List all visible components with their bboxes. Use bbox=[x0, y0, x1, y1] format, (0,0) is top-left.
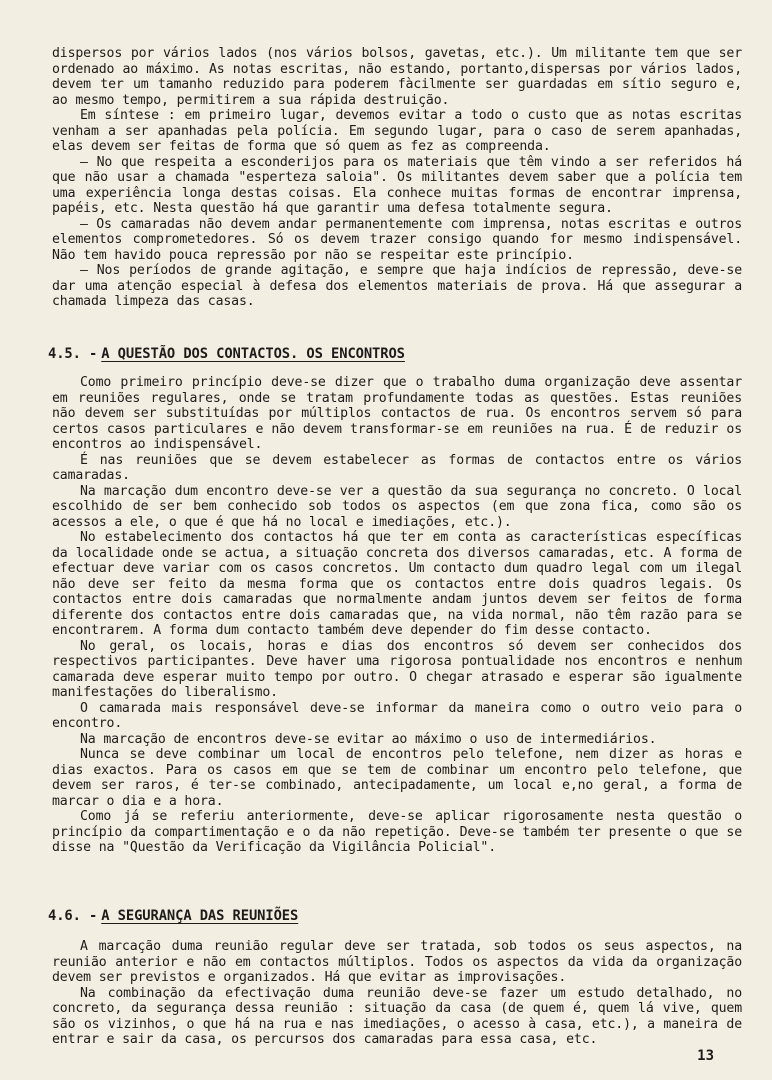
paragraph: Em síntese : em primeiro lugar, devemos evitar a todo o custo que as notas escritas venham a ser apanhadas pela polícia. Em segundo lugar, para o caso de serem apanhadas, elas devem ser feitas de forma que só quem as fez as compreenda. bbox=[52, 108, 742, 154]
section-heading-4-6 bbox=[48, 908, 298, 924]
paragraph: No estabelecimento dos contactos há que ter em conta as características específicas da localidade onde se actua, a situação concreta dos diversos camaradas, etc. A forma de efectuar deve variar com os casos concretos. Um contacto dum quadro legal com um ilegal não deve ser feito da mesma forma que os contactos entre dois quadros legais. Os contactos entre dois camaradas que normalmente andam juntos devem ser feitos de forma diferente dos contactos entre dois camaradas que, na vida normal, não têm razão para se encontrarem. A forma dum contacto também deve depender do fim desse contacto. bbox=[52, 530, 742, 638]
paragraph: É nas reuniões que se devem estabelecer as formas de contactos entre os vários camaradas. bbox=[52, 452, 742, 483]
heading-title: A SEGURANÇA DAS REUNIÕES bbox=[101, 908, 299, 924]
paragraph: A marcação duma reunião regular deve ser tratada, sob todos os seus aspectos, na reunião anterior e não em contactos múltiplos. Todos os aspectos da vida da organização devem ser previstos e organizados. Há que evitar as improvisações. bbox=[52, 939, 742, 985]
paragraph: No geral, os locais, horas e dias dos encontros só devem ser conhecidos dos respectivos participantes. Deve haver uma rigorosa pontualidade nos encontros e nenhum camarada deve esperar muito tempo por outro. O chegar atrasado e esperar são igualmente manifestações do liberalismo. bbox=[52, 638, 742, 700]
section-text-contacts bbox=[52, 375, 742, 856]
page-number: 13 bbox=[697, 1048, 714, 1064]
paragraph: — Nos períodos de grande agitação, e sempre que haja indícios de repressão, deve-se dar uma atenção especial à defesa dos elementos materiais de prova. Há que assegurar a chamada limpeza das casas. bbox=[52, 263, 742, 309]
paragraph: Na combinação da efectivação duma reunião deve-se fazer um estudo detalhado, no concreto, da segurança dessa reunião : situação da casa (de quem é, quem lá vive, quem são os vizinhos, o que há na rua e nas imediações, o acesso à casa, etc.), a maneira de entrar e sair da casa, os percursos dos camaradas para essa casa, etc. bbox=[52, 985, 742, 1047]
paragraph: dispersos por vários lados (nos vários bolsos, gavetas, etc.). Um militante tem que ser ordenado ao máximo. As notas escritas, não estando, portanto,dispersas por vários lados, devem ter um tamanho reduzido para poderem fàcilmente ser guardadas em sítio seguro e, ao mesmo tempo, permitirem a sua rápida destruição. bbox=[52, 46, 742, 108]
heading-number: 4.5. - bbox=[48, 346, 98, 362]
paragraph: O camarada mais responsável deve-se informar da maneira como o outro veio para o encontro. bbox=[52, 700, 742, 731]
paragraph: Nunca se deve combinar um local de encontros pelo telefone, nem dizer as horas e dias exactos. Para os casos em que se tem de combinar um encontro pelo telefone, que devem ser raros, é ter-se combinado, antecipadamente, um local e,no geral, a forma de marcar o dia e a hora. bbox=[52, 747, 742, 809]
heading-title: A QUESTÃO DOS CONTACTOS. OS ENCONTROS bbox=[101, 346, 405, 362]
paragraph: Como já se referiu anteriormente, deve-se aplicar rigorosamente nesta questão o princípio da compartimentação e o da não repetição. Deve-se também ter presente o que se disse na "Questão da Verificação da Vigilância Policial". bbox=[52, 809, 742, 855]
paragraph: Na marcação dum encontro deve-se ver a questão da sua segurança no concreto. O local escolhido de ser bem conhecido sob todos os aspectos (em que zona fica, como são os acessos a ele, o que é que há no local e imediações, etc.). bbox=[52, 483, 742, 530]
paragraph: Como primeiro princípio deve-se dizer que o trabalho duma organização deve assentar em reuniões regulares, onde se tratam profundamente todas as questões. Estas reuniões não devem ser substituídas por múltiplos contactos de rua. Os encontros servem só para certos casos particulares e não devem transformar-se em reuniões na rua. É de reduzir os encontros ao indispensável. bbox=[52, 375, 742, 452]
paragraph: — No que respeita a esconderijos para os materiais que têm vindo a ser referidos há que não usar a chamada "esperteza saloia". Os militantes devem saber que a polícia tem uma experiência longa destas coisas. Ela conhece muitas formas de encontrar imprensa, papéis, etc. Nesta questão há que garantir uma defesa totalmente segura. bbox=[52, 154, 742, 216]
heading-number: 4.6. - bbox=[48, 908, 98, 924]
section-text-meetings bbox=[52, 939, 742, 1048]
paragraph: Na marcação de encontros deve-se evitar ao máximo o uso de intermediários. bbox=[80, 731, 657, 747]
section-heading-4-5 bbox=[48, 346, 405, 362]
section-text-top bbox=[52, 46, 742, 310]
paragraph: — Os camaradas não devem andar permanentemente com imprensa, notas escritas e outros elementos comprometedores. Só os devem trazer consigo quando for mesmo indispensável. Não tem havido pouca repressão por não se respeitar este princípio. bbox=[52, 216, 742, 263]
